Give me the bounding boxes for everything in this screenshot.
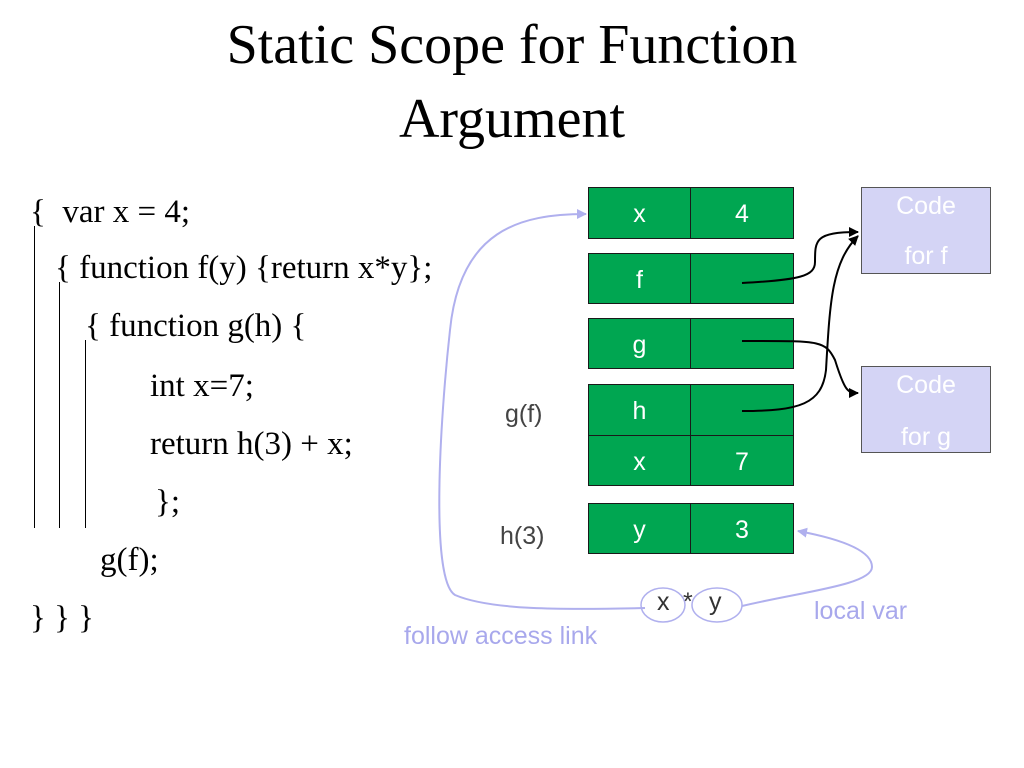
code-box-f-line2: for f <box>904 242 948 270</box>
frame-g-x-name: x <box>588 435 691 486</box>
code-line-2: { function f(y) {return x*y}; <box>55 250 433 286</box>
expression-operator: * <box>683 588 693 616</box>
code-line-8: } } } <box>30 600 95 636</box>
local-var-label: local var <box>814 597 908 625</box>
access-link-arrow <box>439 214 645 609</box>
frame-g-x-value: 7 <box>690 435 794 486</box>
pointer-f-to-code-f <box>742 232 858 283</box>
frame-outer-x-name: x <box>588 187 691 239</box>
h-frame-label: h(3) <box>500 522 545 550</box>
follow-access-link-label: follow access link <box>404 622 598 650</box>
frame-outer-f-name: f <box>588 253 691 304</box>
title-line-1: Static Scope for Function <box>226 14 798 76</box>
local-var-arrow <box>742 531 872 606</box>
code-line-6: }; <box>155 484 181 520</box>
pointer-h-to-code-f <box>742 236 858 411</box>
pointer-g-to-code-g <box>742 341 858 393</box>
code-line-1: { var x = 4; <box>30 194 191 230</box>
code-box-f-line1: Code <box>896 192 956 220</box>
code-line-5: return h(3) + x; <box>150 426 353 462</box>
code-line-4: int x=7; <box>150 368 254 404</box>
expression-y: y <box>709 588 722 616</box>
expression-x: x <box>657 588 670 616</box>
frame-h-y-name: y <box>588 503 691 554</box>
frame-outer-x-value: 4 <box>690 187 794 239</box>
title-line-2: Argument <box>398 88 626 150</box>
frame-outer-g-name: g <box>588 318 691 369</box>
code-box-g-line2: for g <box>900 423 952 451</box>
code-line-7: g(f); <box>100 542 159 578</box>
frame-h-y-value: 3 <box>690 503 794 554</box>
code-line-3: { function g(h) { <box>85 308 307 344</box>
frame-g-h-name: h <box>588 384 691 436</box>
code-box-g-line1: Code <box>896 371 956 399</box>
g-frame-label: g(f) <box>505 400 543 428</box>
expression-x-times-y <box>641 588 743 622</box>
